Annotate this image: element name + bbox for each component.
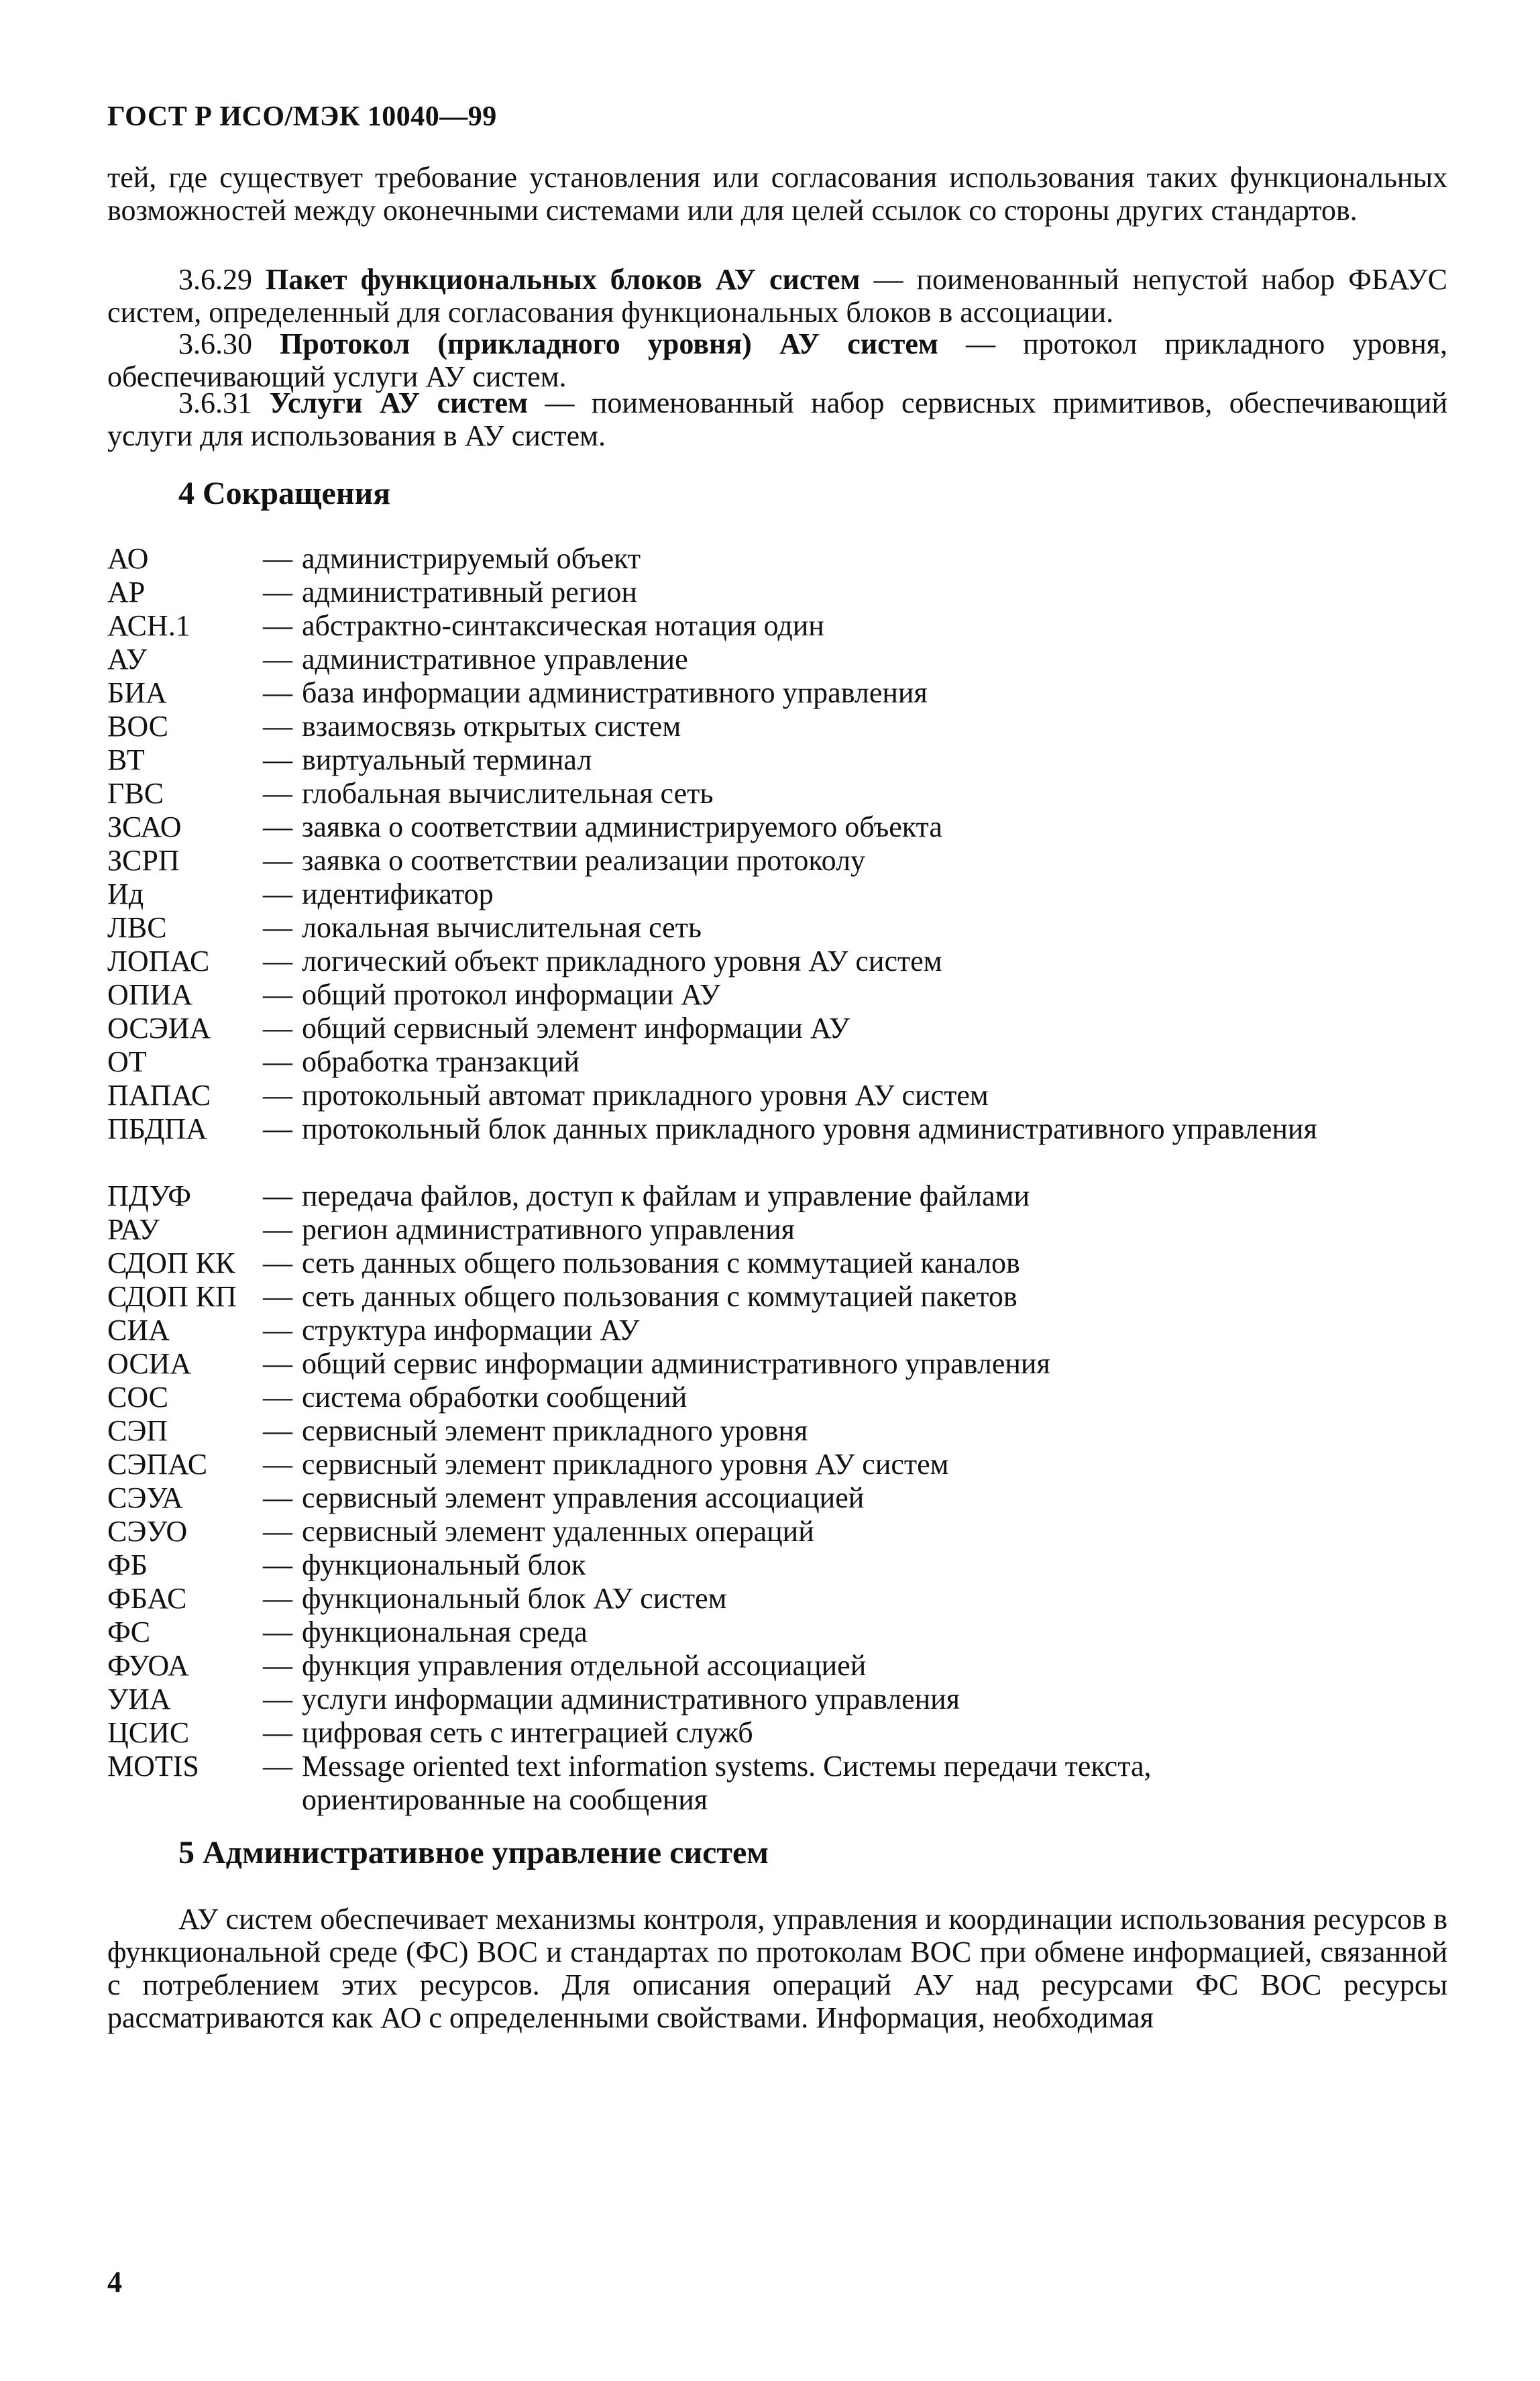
- abbreviation-dash: —: [263, 1347, 292, 1380]
- abbreviation-definition: глобальная вычислительная сеть: [302, 777, 714, 810]
- definition-text: — поименованный набор сервисных примитивов, обеспечивающий услуги для использования в АУ систем.: [107, 386, 1447, 452]
- abbreviation-row: [107, 1179, 1449, 1213]
- abbreviation-term: ЛВС: [107, 911, 167, 944]
- abbreviation-row: [107, 1012, 1449, 1045]
- abbreviation-definition: сеть данных общего пользования с коммутацией пакетов: [302, 1280, 1018, 1313]
- abbreviation-row: [107, 609, 1449, 643]
- definition-text: — протокол прикладного уровня, обеспечивающий услуги АУ систем.: [107, 327, 1447, 393]
- abbreviation-term: СЭПАС: [107, 1448, 208, 1481]
- page-number: 4: [107, 2266, 122, 2298]
- abbreviation-definition: обработка транзакций: [302, 1045, 580, 1078]
- abbreviation-row: [107, 1582, 1449, 1616]
- abbreviation-row: [107, 1213, 1449, 1247]
- abbreviation-dash: —: [263, 576, 292, 609]
- abbreviation-term: ВТ: [107, 743, 145, 776]
- abbreviation-term: ОТ: [107, 1045, 147, 1078]
- abbreviation-term: ПБДПА: [107, 1112, 207, 1145]
- abbreviation-row: [107, 1448, 1449, 1481]
- abbreviation-definition: заявка о соответствии администрируемого объекта: [302, 810, 942, 843]
- abbreviation-term: АР: [107, 576, 146, 609]
- definition-number: 3.6.29: [178, 263, 266, 296]
- abbreviation-term: УИА: [107, 1683, 171, 1715]
- abbreviation-row: [107, 878, 1449, 911]
- abbreviation-row: [107, 945, 1449, 978]
- abbreviation-dash: —: [263, 1515, 292, 1548]
- abbreviation-row: [107, 710, 1449, 743]
- abbreviation-definition: сервисный элемент прикладного уровня АУ систем: [302, 1448, 949, 1481]
- abbreviation-definition: административный регион: [302, 576, 637, 609]
- abbreviation-dash: —: [263, 1314, 292, 1346]
- intro-continuation: тей, где существует требование установления или согласования использования таких функциональных возможностей между оконечными системами или для целей ссылок со стороны других стандартов.: [107, 161, 1447, 227]
- section-5-paragraph: АУ систем обеспечивает механизмы контроля, управления и координации использования ресурсов в функциональной среде (ФС) ВОС и стандартах по протоколам ВОС при обмене информацией, связанной с потреблением этих ресурсов. Для описания операций АУ над ресурсами ФС ВОС ресурсы рассматриваются как АО с определенными свойствами. Информация, необходимая: [107, 1903, 1447, 2034]
- abbreviation-term: СДОП КК: [107, 1247, 235, 1279]
- abbreviation-dash: —: [263, 1045, 292, 1078]
- abbreviation-dash: —: [263, 710, 292, 743]
- abbreviation-term: ПДУФ: [107, 1179, 191, 1212]
- abbreviation-definition: сервисный элемент удаленных операций: [302, 1515, 814, 1548]
- abbreviation-dash: —: [263, 844, 292, 877]
- definition-term: Пакет функциональных блоков АУ систем: [266, 263, 861, 296]
- abbreviation-row: [107, 911, 1449, 945]
- abbreviation-definition: цифровая сеть с интеграцией служб: [302, 1716, 753, 1749]
- abbreviation-dash: —: [263, 1414, 292, 1447]
- abbreviation-dash: —: [263, 1616, 292, 1648]
- abbreviation-term: ОСИА: [107, 1347, 192, 1380]
- abbreviation-dash: —: [263, 609, 292, 642]
- abbreviation-definition: функциональный блок: [302, 1548, 586, 1581]
- abbreviation-definition: администрируемый объект: [302, 542, 641, 575]
- abbreviation-row: [107, 1481, 1449, 1515]
- abbreviation-term: MOTIS: [107, 1750, 199, 1783]
- abbreviation-row: [107, 1347, 1449, 1381]
- abbreviation-list: [107, 542, 1449, 1817]
- abbreviation-dash: —: [263, 1213, 292, 1246]
- abbreviation-dash: —: [263, 643, 292, 676]
- abbreviation-dash: —: [263, 1179, 292, 1212]
- abbreviation-term: ФУОА: [107, 1649, 189, 1682]
- abbreviation-row: [107, 576, 1449, 609]
- abbreviation-row: [107, 1616, 1449, 1649]
- document-header: ГОСТ Р ИСО/МЭК 10040—99: [107, 101, 497, 132]
- abbreviation-row: [107, 1716, 1449, 1750]
- abbreviation-row: [107, 1683, 1449, 1716]
- abbreviation-term: АУ: [107, 643, 148, 676]
- abbreviation-term: ЦСИС: [107, 1716, 190, 1749]
- definition-3-6-29: [107, 263, 1447, 329]
- abbreviation-term: АО: [107, 542, 149, 575]
- abbreviation-row: [107, 777, 1449, 810]
- abbreviation-dash: —: [263, 1716, 292, 1749]
- abbreviation-term: СЭУА: [107, 1481, 183, 1514]
- abbreviation-term: СОС: [107, 1381, 169, 1414]
- abbreviation-term: ВОС: [107, 710, 169, 743]
- abbreviation-term: БИА: [107, 676, 167, 709]
- abbreviation-definition: административное управление: [302, 643, 688, 676]
- abbreviation-term: РАУ: [107, 1213, 160, 1246]
- abbreviation-definition: сервисный элемент управления ассоциацией: [302, 1481, 865, 1514]
- abbreviation-dash: —: [263, 878, 292, 910]
- abbreviation-definition: идентификатор: [302, 878, 494, 910]
- abbreviation-dash: —: [263, 1481, 292, 1514]
- abbreviation-definition: виртуальный терминал: [302, 743, 592, 776]
- abbreviation-row: [107, 743, 1449, 777]
- abbreviation-term: ФС: [107, 1616, 151, 1648]
- abbreviation-dash: —: [263, 1012, 292, 1045]
- abbreviation-term: ЗСРП: [107, 844, 180, 877]
- abbreviation-term: ФБ: [107, 1548, 148, 1581]
- abbreviation-definition: заявка о соответствии реализации протоколу: [302, 844, 865, 877]
- abbreviation-definition: регион административного управления: [302, 1213, 795, 1246]
- abbreviation-definition: сервисный элемент прикладного уровня: [302, 1414, 808, 1447]
- abbreviation-definition: Message oriented text information systems. Системы передачи текста, ориентированные на сообщения: [302, 1750, 1152, 1816]
- abbreviation-definition: общий сервис информации административного управления: [302, 1347, 1050, 1380]
- abbreviation-dash: —: [263, 1750, 292, 1783]
- abbreviation-dash: —: [263, 1548, 292, 1581]
- abbreviation-dash: —: [263, 542, 292, 575]
- abbreviation-term: ОПИА: [107, 978, 193, 1011]
- abbreviation-term: ОСЭИА: [107, 1012, 211, 1045]
- abbreviation-row: [107, 1381, 1449, 1414]
- abbreviation-term: ЗСАО: [107, 810, 182, 843]
- abbreviation-term: СДОП КП: [107, 1280, 237, 1313]
- abbreviation-definition: протокольный блок данных прикладного уровня административного управления: [302, 1112, 1317, 1145]
- abbreviation-term: ПАПАС: [107, 1079, 211, 1112]
- abbreviation-definition: протокольный автомат прикладного уровня АУ систем: [302, 1079, 989, 1112]
- abbreviation-term: ФБАС: [107, 1582, 187, 1615]
- abbreviation-dash: —: [263, 1381, 292, 1414]
- abbreviation-definition: логический объект прикладного уровня АУ систем: [302, 945, 942, 977]
- abbreviation-row: [107, 542, 1449, 576]
- abbreviation-definition: система обработки сообщений: [302, 1381, 688, 1414]
- abbreviation-definition: структура информации АУ: [302, 1314, 640, 1346]
- abbreviation-row: [107, 1112, 1449, 1179]
- definition-number: 3.6.30: [178, 327, 280, 360]
- abbreviation-term: ЛОПАС: [107, 945, 210, 977]
- abbreviation-row: [107, 810, 1449, 844]
- abbreviation-definition: функция управления отдельной ассоциацией: [302, 1649, 867, 1682]
- abbreviation-row: [107, 978, 1449, 1012]
- abbreviation-row: [107, 1247, 1449, 1280]
- abbreviation-row: [107, 643, 1449, 676]
- abbreviation-row: [107, 1414, 1449, 1448]
- definition-text: — поименованный непустой набор ФБАУС систем, определенный для согласования функциональных блоков в ассоциации.: [107, 263, 1448, 329]
- section-4-title: 4 Сокращения: [178, 476, 391, 511]
- abbreviation-definition: услуги информации административного управления: [302, 1683, 960, 1715]
- abbreviation-definition: сеть данных общего пользования с коммутацией каналов: [302, 1247, 1020, 1279]
- abbreviation-term: СЭУО: [107, 1515, 188, 1548]
- abbreviation-dash: —: [263, 777, 292, 810]
- abbreviation-dash: —: [263, 1112, 292, 1145]
- abbreviation-definition: функциональный блок АУ систем: [302, 1582, 727, 1615]
- abbreviation-term: СИА: [107, 1314, 170, 1346]
- abbreviation-definition: локальная вычислительная сеть: [302, 911, 702, 944]
- abbreviation-dash: —: [263, 945, 292, 977]
- abbreviation-dash: —: [263, 1448, 292, 1481]
- abbreviation-dash: —: [263, 1079, 292, 1112]
- abbreviation-row: [107, 1314, 1449, 1347]
- abbreviation-row: [107, 1079, 1449, 1112]
- abbreviation-definition: общий сервисный элемент информации АУ: [302, 1012, 850, 1045]
- abbreviation-row: [107, 1515, 1449, 1548]
- abbreviation-term: Ид: [107, 878, 144, 910]
- abbreviation-row: [107, 1649, 1449, 1683]
- abbreviation-dash: —: [263, 1582, 292, 1615]
- definition-3-6-30: [107, 327, 1447, 393]
- abbreviation-dash: —: [263, 911, 292, 944]
- definition-number: 3.6.31: [178, 386, 270, 419]
- abbreviation-row: [107, 1045, 1449, 1079]
- abbreviation-row: [107, 676, 1449, 710]
- definition-term: Протокол (прикладного уровня) АУ систем: [280, 327, 938, 360]
- abbreviation-definition: база информации административного управления: [302, 676, 928, 709]
- abbreviation-dash: —: [263, 1649, 292, 1682]
- abbreviation-dash: —: [263, 978, 292, 1011]
- abbreviation-dash: —: [263, 676, 292, 709]
- abbreviation-row: [107, 1280, 1449, 1314]
- definition-term: Услуги АУ систем: [269, 386, 528, 419]
- abbreviation-term: ГВС: [107, 777, 164, 810]
- abbreviation-definition: передача файлов, доступ к файлам и управление файлами: [302, 1179, 1030, 1212]
- abbreviation-definition: абстрактно-синтаксическая нотация один: [302, 609, 824, 642]
- abbreviation-definition: взаимосвязь открытых систем: [302, 710, 681, 743]
- abbreviation-row: [107, 1750, 1449, 1817]
- abbreviation-term: АСН.1: [107, 609, 190, 642]
- abbreviation-dash: —: [263, 1280, 292, 1313]
- abbreviation-dash: —: [263, 743, 292, 776]
- abbreviation-term: СЭП: [107, 1414, 168, 1447]
- abbreviation-definition: функциональная среда: [302, 1616, 588, 1648]
- abbreviation-row: [107, 844, 1449, 878]
- abbreviation-dash: —: [263, 1247, 292, 1279]
- abbreviation-row: [107, 1548, 1449, 1582]
- abbreviation-dash: —: [263, 1683, 292, 1715]
- section-5-title: 5 Административное управление систем: [178, 1835, 769, 1870]
- abbreviation-definition: общий протокол информации АУ: [302, 978, 721, 1011]
- abbreviation-dash: —: [263, 810, 292, 843]
- definition-3-6-31: [107, 386, 1447, 452]
